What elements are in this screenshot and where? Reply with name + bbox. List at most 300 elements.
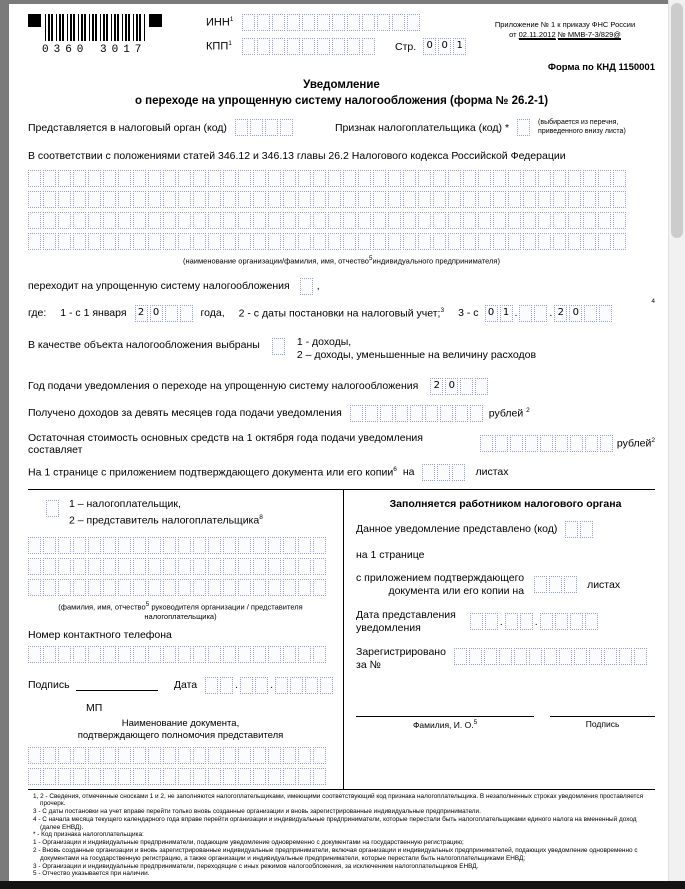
cell[interactable] [544,648,557,665]
officer-signature-line[interactable] [550,704,655,717]
cell[interactable] [463,233,476,250]
cell[interactable] [480,435,493,452]
cell[interactable] [298,558,311,575]
cell[interactable] [272,38,285,55]
cell[interactable] [103,579,116,596]
cell[interactable] [58,768,71,785]
cell[interactable] [508,233,521,250]
cell[interactable] [208,233,221,250]
cell[interactable] [238,558,251,575]
cell[interactable] [287,14,300,31]
cell[interactable] [238,233,251,250]
cell[interactable] [568,233,581,250]
cell[interactable] [28,747,41,764]
cell[interactable] [88,212,101,229]
cell[interactable] [272,14,285,31]
cell[interactable] [133,537,146,554]
cell[interactable] [118,233,131,250]
cell[interactable] [613,191,626,208]
cell[interactable] [388,170,401,187]
cell[interactable] [163,558,176,575]
cell[interactable] [484,648,497,665]
cell[interactable] [574,648,587,665]
cell[interactable] [238,646,251,663]
cell[interactable] [163,191,176,208]
cell[interactable] [540,435,553,452]
cell[interactable] [613,233,626,250]
cell[interactable] [343,191,356,208]
cell[interactable] [268,212,281,229]
cell[interactable] [343,170,356,187]
cell[interactable] [103,191,116,208]
cell[interactable] [43,747,56,764]
cell[interactable] [583,212,596,229]
cell[interactable] [469,648,482,665]
cell[interactable] [88,537,101,554]
cell[interactable] [43,537,56,554]
cell[interactable] [118,579,131,596]
cell[interactable] [28,768,41,785]
cell[interactable] [598,233,611,250]
cell[interactable] [613,212,626,229]
cell[interactable] [148,170,161,187]
fio-row-2[interactable] [28,558,333,575]
cell[interactable] [283,646,296,663]
cell[interactable] [380,405,393,422]
cell[interactable] [433,233,446,250]
cell[interactable] [287,38,300,55]
cell[interactable] [298,747,311,764]
cell[interactable] [514,648,527,665]
cell[interactable] [508,170,521,187]
cell[interactable]: 0 [150,305,163,322]
cell[interactable] [73,579,86,596]
cell[interactable] [517,119,530,136]
cell[interactable] [440,405,453,422]
submission-day-field[interactable] [470,613,498,630]
cell[interactable] [272,338,285,355]
cell[interactable] [268,579,281,596]
cell[interactable] [589,648,602,665]
cell[interactable] [163,537,176,554]
cell[interactable] [208,170,221,187]
cell[interactable] [365,405,378,422]
cell[interactable] [313,579,326,596]
taxpayer-attribute-field[interactable] [517,119,530,136]
page-number-field[interactable] [423,38,466,55]
cell[interactable] [103,558,116,575]
cell[interactable]: 1 [500,305,513,322]
cell[interactable] [88,646,101,663]
cell[interactable] [255,677,268,694]
cell[interactable] [253,191,266,208]
cell[interactable] [208,558,221,575]
cell[interactable] [223,233,236,250]
cell[interactable] [358,191,371,208]
cell[interactable] [193,212,206,229]
income-field[interactable] [350,405,483,422]
start-day-field[interactable] [485,305,513,322]
cell[interactable] [178,537,191,554]
cell[interactable] [433,212,446,229]
cell[interactable] [133,747,146,764]
cell[interactable] [347,14,360,31]
cell[interactable] [358,170,371,187]
cell[interactable] [448,212,461,229]
cell[interactable] [362,38,375,55]
cell[interactable] [208,212,221,229]
cell[interactable] [328,233,341,250]
cell[interactable] [317,38,330,55]
cell[interactable] [148,768,161,785]
cell[interactable] [283,170,296,187]
cell[interactable] [223,747,236,764]
cell[interactable] [302,38,315,55]
cell[interactable] [242,14,255,31]
cell[interactable] [585,435,598,452]
cell[interactable] [448,191,461,208]
registration-number-field[interactable] [454,648,647,665]
cell[interactable] [598,170,611,187]
cell[interactable] [205,677,218,694]
cell[interactable] [403,170,416,187]
cell[interactable] [510,435,523,452]
cell[interactable] [133,170,146,187]
name-row-4[interactable] [28,233,655,250]
cell[interactable] [163,170,176,187]
cell[interactable] [604,648,617,665]
cell[interactable] [313,558,326,575]
cell[interactable] [193,170,206,187]
cell[interactable] [193,191,206,208]
cell[interactable] [178,170,191,187]
cell[interactable] [538,170,551,187]
document-row-2[interactable] [28,768,333,785]
cell[interactable] [133,233,146,250]
notice-year-field[interactable] [430,378,488,395]
cell[interactable] [88,191,101,208]
cell[interactable] [133,191,146,208]
cell[interactable] [362,14,375,31]
cell[interactable] [43,191,56,208]
cell[interactable] [46,500,59,517]
cell[interactable] [634,648,647,665]
cell[interactable] [253,747,266,764]
cell[interactable] [347,38,360,55]
residual-field[interactable] [480,435,613,452]
cell[interactable] [463,170,476,187]
sign-date-day-field[interactable] [205,677,233,694]
cell[interactable] [163,747,176,764]
cell[interactable] [493,233,506,250]
cell[interactable] [118,646,131,663]
cell[interactable] [43,233,56,250]
cell[interactable] [165,305,178,322]
cell[interactable] [283,768,296,785]
cell[interactable] [433,191,446,208]
cell[interactable] [525,435,538,452]
cell[interactable] [208,537,221,554]
cell[interactable] [88,579,101,596]
cell[interactable] [529,648,542,665]
cell[interactable] [238,191,251,208]
cell[interactable] [283,191,296,208]
signature-line[interactable] [76,679,158,691]
phone-field[interactable] [28,646,333,663]
cell[interactable] [223,537,236,554]
cell[interactable] [418,170,431,187]
cell[interactable] [58,747,71,764]
cell[interactable] [283,579,296,596]
cell[interactable] [268,747,281,764]
cell[interactable] [265,119,278,136]
cell[interactable] [407,14,420,31]
attachment-pages-field[interactable] [422,464,465,481]
cell[interactable] [478,191,491,208]
cell[interactable] [88,170,101,187]
cell[interactable] [235,119,248,136]
cell[interactable] [268,558,281,575]
cell[interactable] [343,212,356,229]
cell[interactable] [584,305,597,322]
cell[interactable] [118,212,131,229]
cell[interactable] [313,170,326,187]
cell[interactable] [208,191,221,208]
cell[interactable] [470,613,483,630]
cell[interactable] [148,579,161,596]
cell[interactable] [223,170,236,187]
cell[interactable] [58,212,71,229]
cell[interactable] [403,191,416,208]
cell[interactable] [313,747,326,764]
cell[interactable] [520,613,533,630]
cell[interactable] [553,170,566,187]
cell[interactable] [28,558,41,575]
cell[interactable] [298,212,311,229]
cell[interactable] [223,212,236,229]
cell[interactable] [300,278,313,295]
organization-name-field[interactable] [28,170,655,250]
cell[interactable] [478,212,491,229]
cell[interactable] [118,537,131,554]
name-row-2[interactable] [28,191,655,208]
cell[interactable] [253,768,266,785]
cell[interactable] [275,677,288,694]
taxation-object-field[interactable] [272,338,285,355]
kpp-field[interactable] [242,38,375,55]
cell[interactable] [373,233,386,250]
cell[interactable] [553,191,566,208]
cell[interactable] [118,768,131,785]
cell[interactable] [133,768,146,785]
cell[interactable] [268,191,281,208]
cell[interactable] [178,212,191,229]
cell[interactable] [452,464,465,481]
cell[interactable] [358,212,371,229]
cell[interactable] [103,768,116,785]
cell[interactable] [418,233,431,250]
cell[interactable] [519,305,532,322]
cell[interactable] [493,191,506,208]
cell[interactable] [148,233,161,250]
cell[interactable] [28,170,41,187]
cell[interactable] [163,579,176,596]
cell[interactable] [392,14,405,31]
cell[interactable] [570,435,583,452]
cell[interactable] [283,537,296,554]
cell[interactable] [193,768,206,785]
cell[interactable] [73,537,86,554]
fio-field[interactable] [28,537,333,596]
cell[interactable] [343,233,356,250]
cell[interactable] [58,537,71,554]
cell[interactable] [313,233,326,250]
cell[interactable] [388,212,401,229]
cell[interactable] [178,646,191,663]
cell[interactable] [257,38,270,55]
cell[interactable] [223,558,236,575]
cell[interactable] [598,191,611,208]
cell[interactable]: 0 [423,38,436,55]
cell[interactable] [373,212,386,229]
fio-row-3[interactable] [28,579,333,596]
cell[interactable] [373,191,386,208]
cell[interactable] [193,646,206,663]
cell[interactable] [28,537,41,554]
cell[interactable] [238,768,251,785]
officer-attachment-pages-field[interactable] [534,576,577,593]
cell[interactable] [328,191,341,208]
cell[interactable]: 2 [554,305,567,322]
cell[interactable] [43,212,56,229]
cell[interactable] [148,558,161,575]
start-month-field[interactable] [519,305,547,322]
cell[interactable] [505,613,518,630]
cell[interactable] [302,14,315,31]
name-row-3[interactable] [28,212,655,229]
cell[interactable] [268,646,281,663]
january-year-field[interactable] [135,305,193,322]
cell[interactable] [508,191,521,208]
cell[interactable] [298,646,311,663]
cell[interactable] [73,212,86,229]
cell[interactable] [422,464,435,481]
cell[interactable] [350,405,363,422]
cell[interactable]: 0 [438,38,451,55]
cell[interactable] [163,768,176,785]
submission-month-field[interactable] [505,613,533,630]
authority-document-field[interactable] [28,747,333,785]
cell[interactable] [583,170,596,187]
cell[interactable] [268,537,281,554]
cell[interactable] [499,648,512,665]
cell[interactable] [437,464,450,481]
cell[interactable] [555,613,568,630]
cell[interactable] [598,212,611,229]
cell[interactable] [28,646,41,663]
cell[interactable] [313,768,326,785]
start-year-field[interactable] [554,305,612,322]
cell[interactable] [133,558,146,575]
inn-field[interactable] [242,14,420,31]
cell[interactable] [470,405,483,422]
cell[interactable] [250,119,263,136]
cell[interactable] [73,233,86,250]
cell[interactable] [180,305,193,322]
cell[interactable] [313,212,326,229]
scrollbar-track[interactable] [668,0,685,889]
cell[interactable] [118,558,131,575]
cell[interactable] [568,212,581,229]
cell[interactable] [328,170,341,187]
cell[interactable]: 0 [569,305,582,322]
name-row-1[interactable] [28,170,655,187]
cell[interactable] [73,191,86,208]
officer-name-line[interactable] [356,704,534,717]
cell[interactable] [58,170,71,187]
cell[interactable] [540,613,553,630]
notice-given-code-field[interactable] [565,521,593,538]
cell[interactable]: 0 [485,305,498,322]
cell[interactable] [208,747,221,764]
cell[interactable] [58,579,71,596]
cell[interactable] [223,579,236,596]
cell[interactable] [599,305,612,322]
cell[interactable] [253,646,266,663]
cell[interactable] [283,233,296,250]
cell[interactable] [118,191,131,208]
cell[interactable] [298,170,311,187]
cell[interactable] [538,191,551,208]
cell[interactable] [298,537,311,554]
cell[interactable] [58,191,71,208]
cell[interactable] [103,212,116,229]
cell[interactable] [475,378,488,395]
cell[interactable] [163,212,176,229]
cell[interactable] [493,170,506,187]
cell[interactable] [178,558,191,575]
cell[interactable] [118,170,131,187]
cell[interactable]: 1 [453,38,466,55]
submission-year-field[interactable] [540,613,598,630]
cell[interactable] [534,576,547,593]
cell[interactable] [118,747,131,764]
cell[interactable] [298,768,311,785]
cell[interactable] [240,677,253,694]
cell[interactable] [580,521,593,538]
cell[interactable] [283,212,296,229]
cell[interactable]: 2 [135,305,148,322]
cell[interactable] [268,170,281,187]
cell[interactable] [568,170,581,187]
cell[interactable] [103,747,116,764]
cell[interactable] [463,191,476,208]
cell[interactable] [568,191,581,208]
cell[interactable] [523,212,536,229]
cell[interactable] [238,579,251,596]
cell[interactable] [553,212,566,229]
cell[interactable]: 2 [430,378,443,395]
cell[interactable] [358,233,371,250]
cell[interactable] [43,170,56,187]
cell[interactable] [148,212,161,229]
cell[interactable] [328,212,341,229]
cell[interactable] [253,212,266,229]
cell[interactable] [43,768,56,785]
cell[interactable] [43,646,56,663]
cell[interactable] [208,768,221,785]
cell[interactable] [73,558,86,575]
